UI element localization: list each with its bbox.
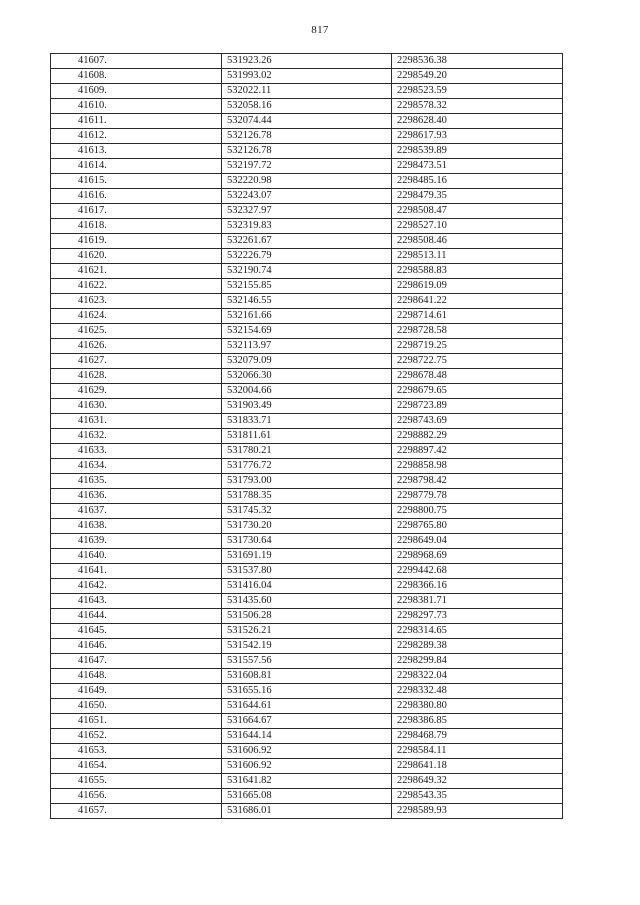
- point-number-cell: 41632.: [51, 429, 222, 444]
- y-coordinate-cell: 2298508.46: [392, 234, 563, 249]
- table-row: [51, 279, 563, 294]
- point-number-cell: 41618.: [51, 219, 222, 234]
- x-coordinate-cell: 531923.26: [222, 54, 392, 69]
- table-row: [51, 399, 563, 414]
- table-row: [51, 414, 563, 429]
- y-coordinate-cell: 2298527.10: [392, 219, 563, 234]
- x-coordinate-cell: 531745.32: [222, 504, 392, 519]
- y-coordinate-cell: 2298743.69: [392, 414, 563, 429]
- point-number-cell: 41615.: [51, 174, 222, 189]
- point-number-cell: 41651.: [51, 714, 222, 729]
- point-number-cell: 41642.: [51, 579, 222, 594]
- y-coordinate-cell: 2298619.09: [392, 279, 563, 294]
- table-row: [51, 129, 563, 144]
- point-number-cell: 41648.: [51, 669, 222, 684]
- point-number-cell: 41613.: [51, 144, 222, 159]
- x-coordinate-cell: 531833.71: [222, 414, 392, 429]
- x-coordinate-cell: 531416.04: [222, 579, 392, 594]
- y-coordinate-cell: 2298798.42: [392, 474, 563, 489]
- x-coordinate-cell: 532126.78: [222, 129, 392, 144]
- point-number-cell: 41623.: [51, 294, 222, 309]
- table-row: [51, 669, 563, 684]
- table-row: [51, 234, 563, 249]
- y-coordinate-cell: 2298723.89: [392, 399, 563, 414]
- table-row: [51, 699, 563, 714]
- point-number-cell: 41617.: [51, 204, 222, 219]
- x-coordinate-cell: 532220.98: [222, 174, 392, 189]
- x-coordinate-cell: 531664.67: [222, 714, 392, 729]
- table-row: [51, 324, 563, 339]
- point-number-cell: 41620.: [51, 249, 222, 264]
- x-coordinate-cell: 531542.19: [222, 639, 392, 654]
- y-coordinate-cell: 2298765.80: [392, 519, 563, 534]
- y-coordinate-cell: 2298649.04: [392, 534, 563, 549]
- table-row: [51, 729, 563, 744]
- point-number-cell: 41637.: [51, 504, 222, 519]
- table-row: [51, 69, 563, 84]
- y-coordinate-cell: 2298641.22: [392, 294, 563, 309]
- point-number-cell: 41627.: [51, 354, 222, 369]
- point-number-cell: 41625.: [51, 324, 222, 339]
- point-number-cell: 41656.: [51, 789, 222, 804]
- table-row: [51, 84, 563, 99]
- table-row: [51, 189, 563, 204]
- point-number-cell: 41643.: [51, 594, 222, 609]
- x-coordinate-cell: 532261.67: [222, 234, 392, 249]
- point-number-cell: 41630.: [51, 399, 222, 414]
- y-coordinate-cell: 2298297.73: [392, 609, 563, 624]
- point-number-cell: 41628.: [51, 369, 222, 384]
- point-number-cell: 41610.: [51, 99, 222, 114]
- x-coordinate-cell: 532197.72: [222, 159, 392, 174]
- x-coordinate-cell: 532066.30: [222, 369, 392, 384]
- y-coordinate-cell: 2298641.18: [392, 759, 563, 774]
- y-coordinate-cell: 2298589.93: [392, 804, 563, 819]
- table-row: [51, 609, 563, 624]
- table-row: [51, 624, 563, 639]
- x-coordinate-cell: 531788.35: [222, 489, 392, 504]
- point-number-cell: 41638.: [51, 519, 222, 534]
- table-row: [51, 369, 563, 384]
- x-coordinate-cell: 532146.55: [222, 294, 392, 309]
- coordinates-table: [50, 53, 563, 819]
- table-row: [51, 714, 563, 729]
- y-coordinate-cell: 2298800.75: [392, 504, 563, 519]
- x-coordinate-cell: 532161.66: [222, 309, 392, 324]
- x-coordinate-cell: 531608.81: [222, 669, 392, 684]
- point-number-cell: 41649.: [51, 684, 222, 699]
- x-coordinate-cell: 531776.72: [222, 459, 392, 474]
- y-coordinate-cell: 2298719.25: [392, 339, 563, 354]
- point-number-cell: 41622.: [51, 279, 222, 294]
- table-row: [51, 474, 563, 489]
- x-coordinate-cell: 531793.00: [222, 474, 392, 489]
- y-coordinate-cell: 2298539.89: [392, 144, 563, 159]
- point-number-cell: 41614.: [51, 159, 222, 174]
- y-coordinate-cell: 2298322.04: [392, 669, 563, 684]
- table-row: [51, 459, 563, 474]
- x-coordinate-cell: 532113.97: [222, 339, 392, 354]
- y-coordinate-cell: 2298314.65: [392, 624, 563, 639]
- y-coordinate-cell: 2298649.32: [392, 774, 563, 789]
- x-coordinate-cell: 531606.92: [222, 744, 392, 759]
- point-number-cell: 41634.: [51, 459, 222, 474]
- x-coordinate-cell: 531686.01: [222, 804, 392, 819]
- table-row: [51, 354, 563, 369]
- table-row: [51, 219, 563, 234]
- point-number-cell: 41636.: [51, 489, 222, 504]
- y-coordinate-cell: 2298584.11: [392, 744, 563, 759]
- x-coordinate-cell: 531537.80: [222, 564, 392, 579]
- table-row: [51, 759, 563, 774]
- y-coordinate-cell: 2298679.65: [392, 384, 563, 399]
- y-coordinate-cell: 2298485.16: [392, 174, 563, 189]
- table-row: [51, 159, 563, 174]
- y-coordinate-cell: 2299442.68: [392, 564, 563, 579]
- x-coordinate-cell: 532319.83: [222, 219, 392, 234]
- point-number-cell: 41626.: [51, 339, 222, 354]
- table-row: [51, 54, 563, 69]
- point-number-cell: 41654.: [51, 759, 222, 774]
- table-row: [51, 594, 563, 609]
- y-coordinate-cell: 2298779.78: [392, 489, 563, 504]
- x-coordinate-cell: 531730.64: [222, 534, 392, 549]
- x-coordinate-cell: 532079.09: [222, 354, 392, 369]
- y-coordinate-cell: 2298381.71: [392, 594, 563, 609]
- point-number-cell: 41612.: [51, 129, 222, 144]
- y-coordinate-cell: 2298968.69: [392, 549, 563, 564]
- x-coordinate-cell: 531644.61: [222, 699, 392, 714]
- point-number-cell: 41641.: [51, 564, 222, 579]
- y-coordinate-cell: 2298536.38: [392, 54, 563, 69]
- y-coordinate-cell: 2298722.75: [392, 354, 563, 369]
- table-row: [51, 804, 563, 819]
- table-row: [51, 684, 563, 699]
- x-coordinate-cell: 532327.97: [222, 204, 392, 219]
- x-coordinate-cell: 531526.21: [222, 624, 392, 639]
- point-number-cell: 41646.: [51, 639, 222, 654]
- point-number-cell: 41608.: [51, 69, 222, 84]
- table-row: [51, 534, 563, 549]
- point-number-cell: 41645.: [51, 624, 222, 639]
- x-coordinate-cell: 531641.82: [222, 774, 392, 789]
- y-coordinate-cell: 2298549.20: [392, 69, 563, 84]
- x-coordinate-cell: 531691.19: [222, 549, 392, 564]
- table-row: [51, 519, 563, 534]
- x-coordinate-cell: 532226.79: [222, 249, 392, 264]
- table-row: [51, 744, 563, 759]
- x-coordinate-cell: 531557.56: [222, 654, 392, 669]
- table-row: [51, 114, 563, 129]
- x-coordinate-cell: 531435.60: [222, 594, 392, 609]
- y-coordinate-cell: 2298380.80: [392, 699, 563, 714]
- x-coordinate-cell: 532004.66: [222, 384, 392, 399]
- y-coordinate-cell: 2298468.79: [392, 729, 563, 744]
- x-coordinate-cell: 531606.92: [222, 759, 392, 774]
- table-row: [51, 174, 563, 189]
- table-row: [51, 144, 563, 159]
- point-number-cell: 41655.: [51, 774, 222, 789]
- point-number-cell: 41629.: [51, 384, 222, 399]
- x-coordinate-cell: 531780.21: [222, 444, 392, 459]
- x-coordinate-cell: 532022.11: [222, 84, 392, 99]
- y-coordinate-cell: 2298882.29: [392, 429, 563, 444]
- x-coordinate-cell: 531506.28: [222, 609, 392, 624]
- table-row: [51, 429, 563, 444]
- table-row: [51, 309, 563, 324]
- table-row: [51, 579, 563, 594]
- point-number-cell: 41609.: [51, 84, 222, 99]
- y-coordinate-cell: 2298366.16: [392, 579, 563, 594]
- table-row: [51, 639, 563, 654]
- table-row: [51, 654, 563, 669]
- table-row: [51, 264, 563, 279]
- y-coordinate-cell: 2298513.11: [392, 249, 563, 264]
- x-coordinate-cell: 531730.20: [222, 519, 392, 534]
- y-coordinate-cell: 2298289.38: [392, 639, 563, 654]
- table-row: [51, 99, 563, 114]
- table-row: [51, 384, 563, 399]
- y-coordinate-cell: 2298578.32: [392, 99, 563, 114]
- coordinates-table-body: [51, 54, 563, 819]
- table-row: [51, 774, 563, 789]
- y-coordinate-cell: 2298897.42: [392, 444, 563, 459]
- y-coordinate-cell: 2298299.84: [392, 654, 563, 669]
- point-number-cell: 41647.: [51, 654, 222, 669]
- x-coordinate-cell: 531655.16: [222, 684, 392, 699]
- x-coordinate-cell: 532074.44: [222, 114, 392, 129]
- y-coordinate-cell: 2298386.85: [392, 714, 563, 729]
- table-row: [51, 504, 563, 519]
- point-number-cell: 41657.: [51, 804, 222, 819]
- y-coordinate-cell: 2298858.98: [392, 459, 563, 474]
- x-coordinate-cell: 531903.49: [222, 399, 392, 414]
- table-row: [51, 339, 563, 354]
- y-coordinate-cell: 2298508.47: [392, 204, 563, 219]
- table-row: [51, 489, 563, 504]
- x-coordinate-cell: 532126.78: [222, 144, 392, 159]
- point-number-cell: 41633.: [51, 444, 222, 459]
- y-coordinate-cell: 2298714.61: [392, 309, 563, 324]
- y-coordinate-cell: 2298332.48: [392, 684, 563, 699]
- point-number-cell: 41644.: [51, 609, 222, 624]
- y-coordinate-cell: 2298523.59: [392, 84, 563, 99]
- y-coordinate-cell: 2298628.40: [392, 114, 563, 129]
- point-number-cell: 41611.: [51, 114, 222, 129]
- point-number-cell: 41652.: [51, 729, 222, 744]
- x-coordinate-cell: 531644.14: [222, 729, 392, 744]
- point-number-cell: 41621.: [51, 264, 222, 279]
- y-coordinate-cell: 2298543.35: [392, 789, 563, 804]
- point-number-cell: 41624.: [51, 309, 222, 324]
- x-coordinate-cell: 531993.02: [222, 69, 392, 84]
- point-number-cell: 41619.: [51, 234, 222, 249]
- table-row: [51, 444, 563, 459]
- point-number-cell: 41653.: [51, 744, 222, 759]
- x-coordinate-cell: 532155.85: [222, 279, 392, 294]
- table-row: [51, 549, 563, 564]
- x-coordinate-cell: 531665.08: [222, 789, 392, 804]
- table-row: [51, 294, 563, 309]
- table-row: [51, 249, 563, 264]
- x-coordinate-cell: 532190.74: [222, 264, 392, 279]
- y-coordinate-cell: 2298588.83: [392, 264, 563, 279]
- point-number-cell: 41616.: [51, 189, 222, 204]
- point-number-cell: 41635.: [51, 474, 222, 489]
- x-coordinate-cell: 532058.16: [222, 99, 392, 114]
- page-number: 817: [311, 24, 329, 36]
- x-coordinate-cell: 531811.61: [222, 429, 392, 444]
- point-number-cell: 41631.: [51, 414, 222, 429]
- y-coordinate-cell: 2298728.58: [392, 324, 563, 339]
- table-row: [51, 204, 563, 219]
- x-coordinate-cell: 532154.69: [222, 324, 392, 339]
- point-number-cell: 41650.: [51, 699, 222, 714]
- point-number-cell: 41607.: [51, 54, 222, 69]
- x-coordinate-cell: 532243.07: [222, 189, 392, 204]
- table-row: [51, 789, 563, 804]
- point-number-cell: 41640.: [51, 549, 222, 564]
- table-row: [51, 564, 563, 579]
- y-coordinate-cell: 2298617.93: [392, 129, 563, 144]
- y-coordinate-cell: 2298473.51: [392, 159, 563, 174]
- y-coordinate-cell: 2298479.35: [392, 189, 563, 204]
- y-coordinate-cell: 2298678.48: [392, 369, 563, 384]
- point-number-cell: 41639.: [51, 534, 222, 549]
